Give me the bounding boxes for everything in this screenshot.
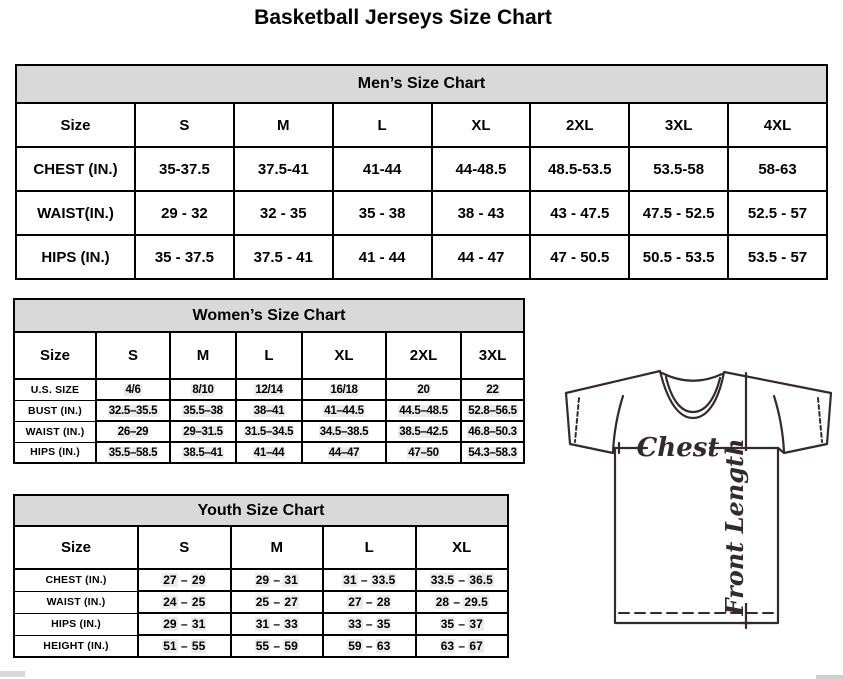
size-value-cell (302, 442, 386, 463)
size-value-cell: 53.5 - 57 (728, 235, 827, 279)
table-row (14, 400, 524, 421)
row-label: BUST (IN.) (14, 400, 96, 421)
table-title: Women’s Size Chart (14, 299, 524, 332)
table-row (14, 635, 508, 657)
size-value: 38–41 (253, 404, 285, 417)
size-value: 31 (191, 617, 206, 631)
size-value-cell: 52.5 - 57 (728, 191, 827, 235)
size-value-cell: 53.5-58 (629, 147, 728, 191)
row-label: WAIST (IN.) (14, 421, 96, 442)
size-column-header: M (234, 103, 333, 147)
size-value: 51 (163, 639, 177, 653)
column-header-row (14, 332, 524, 379)
row-label: U.S. SIZE (14, 379, 96, 400)
table-row (14, 421, 524, 442)
size-column-header: XL (416, 526, 509, 569)
size-column-header: 4XL (728, 103, 827, 147)
size-value-cell (302, 421, 386, 442)
size-column-header: 2XL (386, 332, 461, 379)
size-value-cell: 37.5 - 41 (234, 235, 333, 279)
size-value: 27 (163, 573, 177, 587)
jersey-measurement-diagram (556, 360, 841, 660)
size-value-cell (461, 442, 524, 463)
size-value: 16/18 (330, 383, 358, 396)
size-value: 12/14 (255, 383, 283, 396)
size-value: 36.5 (469, 573, 493, 587)
size-column-header: 3XL (461, 332, 524, 379)
size-value: 29–31.5 (183, 425, 223, 438)
size-value-cell: 59 – 63 (323, 635, 416, 657)
size-value-cell (170, 442, 236, 463)
front-length-label: Front Length (720, 438, 749, 616)
size-value: 31 (284, 573, 298, 587)
size-value: 28 (376, 595, 391, 609)
table-title: Men’s Size Chart (16, 65, 827, 103)
size-value-cell (236, 442, 302, 463)
size-value-cell: 24 – 25 (138, 591, 231, 613)
size-value-cell (96, 379, 170, 400)
size-value-cell: 28 – 29.5 (416, 591, 509, 613)
size-value: 59 (284, 639, 298, 653)
size-value: 46.8–50.3 (468, 425, 517, 438)
size-value: 37 (469, 617, 483, 631)
size-value-cell (302, 379, 386, 400)
table-row (16, 235, 827, 279)
size-value: 38.5–41 (183, 446, 223, 459)
right-armhole-seam (774, 396, 784, 452)
mens-size-chart-table (15, 64, 828, 280)
size-value-cell (302, 400, 386, 421)
size-value-cell (96, 442, 170, 463)
size-value: 33.5 (430, 573, 455, 587)
size-value-cell: 35 - 38 (333, 191, 432, 235)
size-column-header: S (96, 332, 170, 379)
size-value: 8/10 (192, 383, 214, 396)
size-value: 59 (348, 639, 362, 653)
womens-size-chart-table (13, 298, 525, 464)
size-value-cell: 35 – 37 (416, 613, 509, 635)
row-label: HIPS (IN.) (14, 613, 138, 635)
size-value: 29 (163, 617, 177, 631)
size-value: 41–44.5 (324, 404, 364, 417)
size-value-cell (236, 379, 302, 400)
size-value: 41–44 (253, 446, 285, 459)
size-value-cell (386, 379, 461, 400)
size-value: 67 (469, 639, 483, 653)
size-value: 55 (255, 639, 270, 653)
size-value-cell: 29 – 31 (138, 613, 231, 635)
size-value: 24 (163, 595, 177, 609)
size-value-cell (386, 442, 461, 463)
size-value: 52.8–56.5 (468, 404, 517, 417)
size-value: 35 (376, 617, 391, 631)
size-value-cell: 35-37.5 (135, 147, 234, 191)
size-value-cell: 27 – 29 (138, 569, 231, 591)
row-label: WAIST(IN.) (16, 191, 135, 235)
size-value: 25 (191, 595, 206, 609)
size-column-header: L (236, 332, 302, 379)
size-value-cell: 63 – 67 (416, 635, 509, 657)
size-value-cell: 41 - 44 (333, 235, 432, 279)
size-value: 27 (284, 595, 298, 609)
row-label: HIPS (IN.) (16, 235, 135, 279)
size-value-cell (386, 421, 461, 442)
size-column-header: 2XL (530, 103, 629, 147)
size-header-cell: Size (14, 526, 138, 569)
size-value: 35.5–38 (183, 404, 223, 417)
column-header-row (16, 103, 827, 147)
size-value: 47–50 (408, 446, 439, 459)
size-value-cell: 29 – 31 (231, 569, 324, 591)
row-label: CHEST (IN.) (14, 569, 138, 591)
size-value-cell: 31 – 33.5 (323, 569, 416, 591)
size-value: 22 (486, 383, 499, 396)
size-value-cell: 48.5-53.5 (530, 147, 629, 191)
scrollbar-fragment-right (816, 675, 843, 679)
size-value-cell: 47 - 50.5 (530, 235, 629, 279)
left-cuff-dashed-line (575, 398, 579, 442)
size-value: 31 (343, 573, 357, 587)
size-value-cell (461, 379, 524, 400)
size-value-cell: 37.5-41 (234, 147, 333, 191)
size-value-cell (96, 400, 170, 421)
table-row (14, 613, 508, 635)
size-value: 31 (255, 617, 270, 631)
size-value-cell (170, 379, 236, 400)
size-value-cell: 31 – 33 (231, 613, 324, 635)
collar-back-line (662, 373, 722, 381)
size-value: 4/6 (125, 383, 141, 396)
size-value-cell: 50.5 - 53.5 (629, 235, 728, 279)
right-cuff-dashed-line (818, 398, 822, 442)
size-value: 32.5–35.5 (108, 404, 158, 417)
size-value: 26–29 (117, 425, 149, 438)
size-column-header: L (333, 103, 432, 147)
size-value-cell: 33.5 – 36.5 (416, 569, 509, 591)
size-value-cell: 32 - 35 (234, 191, 333, 235)
size-value-cell: 35 - 37.5 (135, 235, 234, 279)
size-value-cell: 38 - 43 (432, 191, 531, 235)
size-value-cell (96, 421, 170, 442)
size-value: 63 (376, 639, 391, 653)
size-value-cell (386, 400, 461, 421)
size-value-cell (236, 400, 302, 421)
size-value: 29.5 (464, 595, 488, 609)
size-value-cell: 51 – 55 (138, 635, 231, 657)
table-row (14, 591, 508, 613)
size-value: 33 (284, 617, 298, 631)
size-column-header: S (138, 526, 231, 569)
size-value-cell (236, 421, 302, 442)
size-value: 33.5 (371, 573, 396, 587)
row-label: HIPS (IN.) (14, 442, 96, 463)
size-value: 29 (255, 573, 270, 587)
chest-label: Chest (636, 433, 720, 463)
size-value: 55 (191, 639, 206, 653)
size-value: 35.5–58.5 (108, 446, 158, 459)
size-value-cell: 43 - 47.5 (530, 191, 629, 235)
size-value: 38.5–42.5 (399, 425, 448, 438)
size-header-cell: Size (16, 103, 135, 147)
row-label: HEIGHT (IN.) (14, 635, 138, 657)
size-value: 63 (440, 639, 455, 653)
size-value-cell: 44 - 47 (432, 235, 531, 279)
size-value-cell: 58-63 (728, 147, 827, 191)
size-value: 20 (417, 383, 430, 396)
size-value: 44–47 (328, 446, 360, 459)
youth-size-chart-table (13, 494, 509, 658)
size-value-cell (461, 421, 524, 442)
table-row (14, 569, 508, 591)
table-title: Youth Size Chart (14, 495, 508, 526)
size-value: 29 (191, 573, 206, 587)
scrollbar-fragment-left (0, 671, 25, 677)
size-value-cell (170, 400, 236, 421)
size-value-cell: 27 – 28 (323, 591, 416, 613)
size-value-cell: 25 – 27 (231, 591, 324, 613)
page-title: Basketball Jerseys Size Chart (254, 6, 552, 29)
size-column-header: XL (302, 332, 386, 379)
size-value: 54.3–58.3 (468, 446, 517, 459)
table-row (14, 442, 524, 463)
size-value: 27 (348, 595, 362, 609)
size-value-cell (170, 421, 236, 442)
size-value-cell: 47.5 - 52.5 (629, 191, 728, 235)
row-label: WAIST (IN.) (14, 591, 138, 613)
size-value: 28 (435, 595, 450, 609)
size-value-cell: 41-44 (333, 147, 432, 191)
table-row (14, 379, 524, 400)
size-column-header: M (231, 526, 324, 569)
size-value: 33 (348, 617, 362, 631)
table-row (16, 147, 827, 191)
size-header-cell: Size (14, 332, 96, 379)
size-value-cell: 44-48.5 (432, 147, 531, 191)
size-column-header: S (135, 103, 234, 147)
row-label: CHEST (IN.) (16, 147, 135, 191)
size-value: 35 (440, 617, 455, 631)
size-value: 25 (255, 595, 270, 609)
size-value-cell: 33 – 35 (323, 613, 416, 635)
size-column-header: L (323, 526, 416, 569)
size-value: 31.5–34.5 (244, 425, 294, 438)
table-row (16, 191, 827, 235)
size-column-header: M (170, 332, 236, 379)
size-value-cell (461, 400, 524, 421)
size-value: 44.5–48.5 (399, 404, 448, 417)
size-value: 34.5–38.5 (319, 425, 369, 438)
size-column-header: 3XL (629, 103, 728, 147)
size-value-cell: 55 – 59 (231, 635, 324, 657)
size-value-cell: 29 - 32 (135, 191, 234, 235)
jersey-outline-shape (566, 371, 831, 623)
column-header-row (14, 526, 508, 569)
size-column-header: XL (432, 103, 531, 147)
